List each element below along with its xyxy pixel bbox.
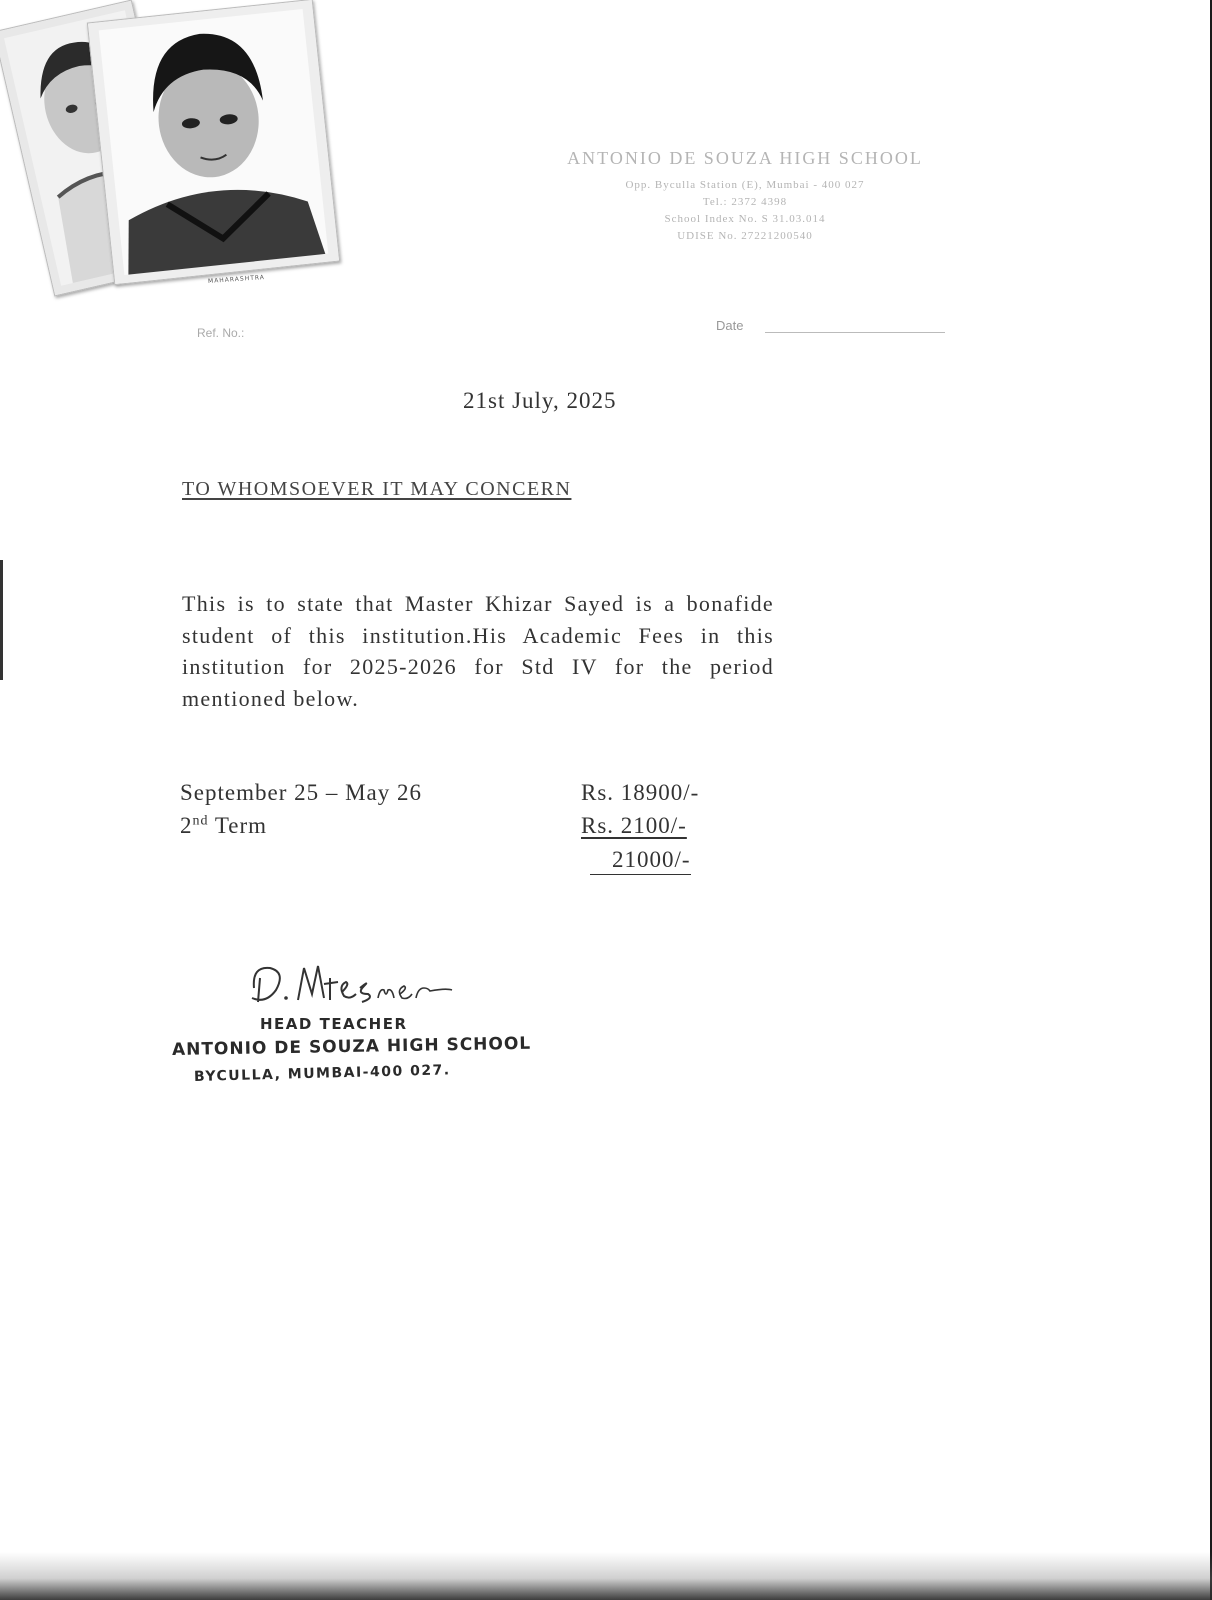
fee-period-label: September 25 – May 26 <box>180 780 423 805</box>
letterhead-tel: Tel.: 2372 4398 <box>702 196 788 208</box>
letter-heading: TO WHOMSOEVER IT MAY CONCERN <box>182 478 572 500</box>
handwritten-signature <box>246 958 466 1018</box>
signatory-address: BYCULLA, MUMBAI-400 027. <box>193 1062 451 1085</box>
letterhead-school-name: ANTONIO DE SOUZA HIGH SCHOOL <box>567 148 923 168</box>
signature-stroke <box>246 958 466 1018</box>
date-field-line <box>765 332 945 333</box>
signatory-title: HEAD TEACHER <box>260 1015 408 1033</box>
photo-stamp-text: MAHARASHTRA <box>207 274 266 285</box>
fee-total-amount: 21000/- <box>590 846 691 875</box>
signatory-block <box>172 1012 542 1090</box>
signatory-school: ANTONIO DE SOUZA HIGH SCHOOL <box>171 1033 532 1060</box>
ref-no-label: Ref. No.: <box>197 326 245 340</box>
fee-period-amount: Rs. 18900/- <box>581 780 700 805</box>
scan-bottom-shadow <box>0 1552 1212 1600</box>
student-photo-large-image <box>88 0 339 284</box>
letter-date: 21st July, 2025 <box>463 388 617 413</box>
fee-term-amount: Rs. 2100/- <box>581 813 687 838</box>
date-field-label: Date <box>716 318 744 333</box>
fee-term-label <box>180 813 267 839</box>
fee-term-word: Term <box>208 813 268 838</box>
fee-term-number: 2 <box>180 813 193 838</box>
letter-body: This is to state that Master Khizar Sayed is a bonafide student of this institution.His Academic Fees in this institution for 2025-2026 for Std IV for the period mentioned below. <box>182 591 774 711</box>
student-photo-large <box>87 0 340 285</box>
letterhead-address: Opp. Byculla Station (E), Mumbai - 400 027 <box>625 179 865 191</box>
letterhead <box>520 148 970 245</box>
fee-term-suffix: nd <box>192 813 209 829</box>
letterhead-udise: UDISE No. 27221200540 <box>677 230 813 242</box>
page-left-scan-mark <box>0 560 3 680</box>
letterhead-index-no: School Index No. S 31.03.014 <box>664 213 826 225</box>
